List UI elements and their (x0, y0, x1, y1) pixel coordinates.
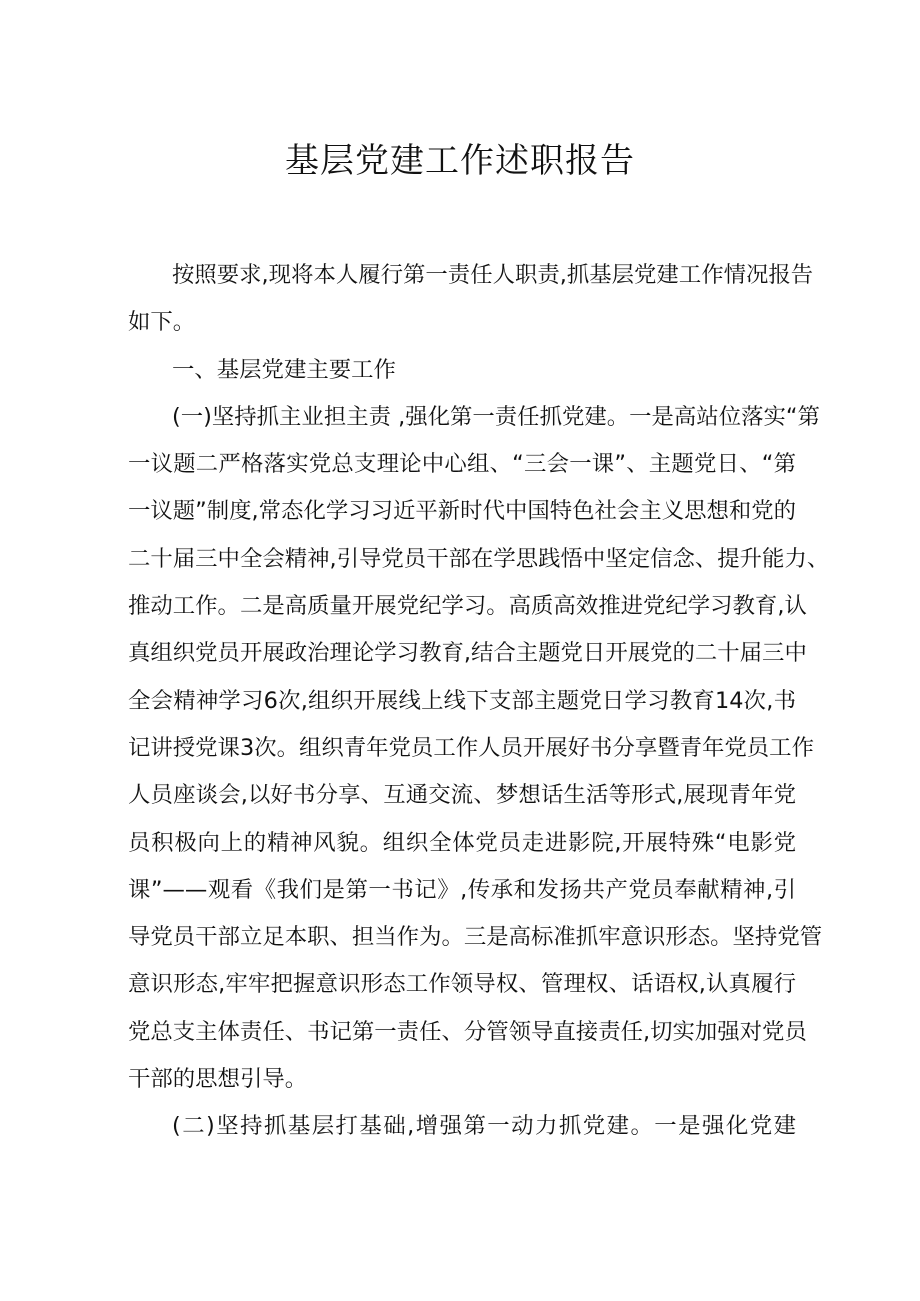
body-line: 人员座谈会,以好书分享、互通交流、梦想话生活等形式,展现青年党 (128, 782, 796, 809)
body-line: 意识形态,牢牢把握意识形态工作领导权、管理权、话语权,认真履行 (128, 971, 796, 998)
document-title: 基层党建工作述职报告 (285, 141, 635, 181)
body-line: 党总支主体责任、书记第一责任、分管领导直接责任,切实加强对党员 (128, 1018, 807, 1045)
body-line: 全会精神学习6次,组织开展线上线下支部主题党日学习教育14次,书 (128, 687, 796, 714)
body-line: 导党员干部立足本职、担当作为。三是高标准抓牢意识形态。坚持党管 (128, 924, 823, 951)
body-line: 二十届三中全会精神,引导党员干部在学思践悟中坚定信念、提升能力、 (128, 545, 830, 572)
body-line: 课”——观看《我们是第一书记》,传承和发扬共产党员奉献精神,引 (128, 876, 796, 903)
body-line: 按照要求,现将本人履行第一责任人职责,抓基层党建工作情况报告 (172, 262, 814, 288)
body-line: 干部的思想引导。 (128, 1066, 308, 1093)
body-line: (一)坚持抓主业担主责 ,强化第一责任抓党建。一是高站位落实“第 (172, 403, 820, 430)
body-line: 如下。 (128, 309, 196, 336)
body-line: 记讲授党课3次。组织青年党员工作人员开展好书分享暨青年党员工作 (128, 734, 814, 761)
body-line: 一议题”制度,常态化学习习近平新时代中国特色社会主义思想和党的 (128, 498, 797, 525)
body-line: 一、基层党建主要工作 (172, 356, 396, 383)
document-body (128, 252, 830, 1151)
body-line: 一议题二严格落实党总支理论中心组、“三会一课”、主题党日、“第 (128, 451, 796, 478)
body-line: 推动工作。二是高质量开展党纪学习。高质高效推进党纪学习教育,认 (128, 593, 807, 620)
body-line: 真组织党员开展政治理论学习教育,结合主题党日开展党的二十届三中 (128, 640, 807, 667)
body-line: (二)坚持抓基层打基础,增强第一动力抓党建。一是强化党建 (172, 1113, 796, 1140)
body-line: 员积极向上的精神风貌。组织全体党员走进影院,开展特殊“电影党 (128, 829, 796, 856)
